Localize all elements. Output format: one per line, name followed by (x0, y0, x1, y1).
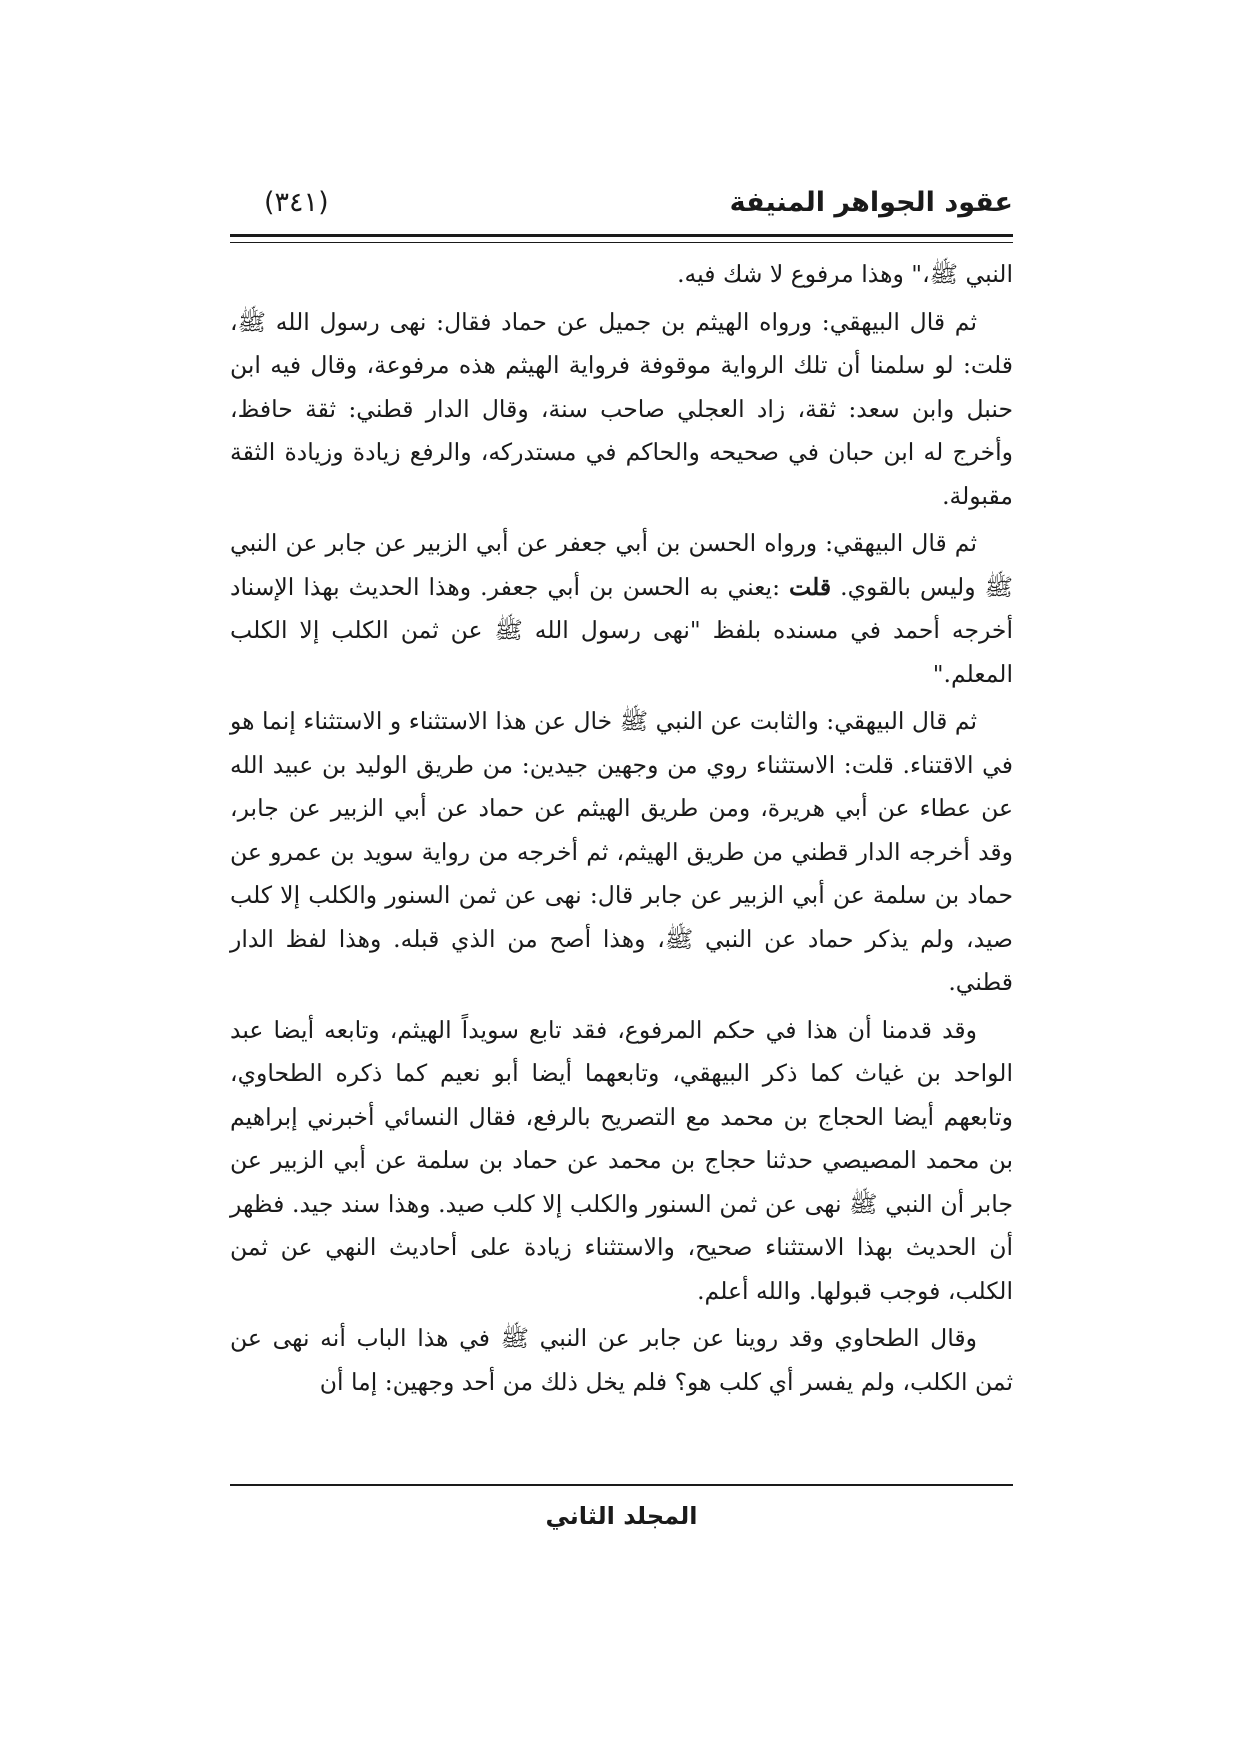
footer-rule (230, 1484, 1013, 1486)
document-page (230, 180, 1013, 1600)
paragraph-5: وقد قدمنا أن هذا في حكم المرفوع، فقد تابع سويداً الهيثم، وتابعه أيضا عبد الواحد بن غياث كما ذكر البيهقي، وتابعهما أيضا أبو نعيم كما ذكره الطحاوي، وتابعهم أيضا الحجاج بن محمد مع التصريح بالرفع، فقال النسائي أخبرني إبراهيم بن محمد المصيصي حدثنا حجاج بن محمد عن حماد بن سلمة عن أبي الزبير عن جابر أن النبي ﷺ نهى عن ثمن السنور والكلب إلا كلب صيد. وهذا سند جيد. فظهر أن الحديث بهذا الاستثناء صحيح، والاستثناء زيادة على أحاديث النهي عن ثمن الكلب، فوجب قبولها. والله أعلم. (230, 1015, 1013, 1305)
paragraph-6: وقال الطحاوي وقد روينا عن جابر عن النبي ﷺ في هذا الباب أنه نهى عن ثمن الكلب، ولم يفسر أي كلب هو؟ فلم يخل ذلك من أحد وجهين: إما أن (230, 1324, 1013, 1396)
paragraph-1: النبي ﷺ،" وهذا مرفوع لا شك فيه. (677, 260, 1013, 288)
paragraph-2: ثم قال البيهقي: ورواه الهيثم بن جميل عن حماد فقال: نهى رسول الله ﷺ، قلت: لو سلمنا أن تلك الرواية موقوفة فرواية الهيثم هذه مرفوعة، وقال فيه ابن حنبل وابن سعد: ثقة، زاد العجلي صاحب سنة، وقال الدار قطني: ثقة حافظ، وأخرج له ابن حبان في صحيحه والحاكم في مستدركه، والرفع زيادة وزيادة الثقة مقبولة. (230, 307, 1013, 510)
paragraph-3 (230, 522, 1013, 696)
page-number: (٣٤١) (264, 186, 329, 218)
volume-label: المجلد الثاني (545, 1502, 698, 1530)
header-rule (230, 234, 1013, 243)
book-title: عقود الجواهر المنيفة (729, 186, 1013, 218)
paragraph-3-start: ثم قال البيهقي: ورواه الحسن بن أبي جعفر عن أبي الزبير عن جابر عن النبي ﷺ وليس بالقوي. (230, 529, 1013, 601)
body-text (230, 253, 1013, 1408)
paragraph-4: ثم قال البيهقي: والثابت عن النبي ﷺ خال عن هذا الاستثناء و الاستثناء إنما هو في الاقتناء. قلت: الاستثناء روي من وجهين جيدين: من طريق الوليد بن عبيد الله عن عطاء عن أبي هريرة، ومن طريق الهيثم عن حماد عن أبي الزبير عن جابر، وقد أخرجه الدار قطني من طريق الهيثم، ثم أخرجه من رواية سويد بن عمرو عن حماد بن سلمة عن أبي الزبير عن جابر قال: نهى عن ثمن السنور والكلب إلا كلب صيد، ولم يذكر حماد عن النبي ﷺ، وهذا أصح من الذي قبله. وهذا لفظ الدار قطني. (230, 707, 1013, 996)
paragraph-3-bold-term: قلت (789, 572, 832, 601)
paragraph-3-end: :يعني به الحسن بن أبي جعفر. وهذا الحديث بهذا الإسناد أخرجه أحمد في مسنده بلفظ "نهى رسول الله ﷺ عن ثمن الكلب إلا الكلب المعلم." (230, 572, 1013, 688)
page-header (230, 180, 1013, 224)
